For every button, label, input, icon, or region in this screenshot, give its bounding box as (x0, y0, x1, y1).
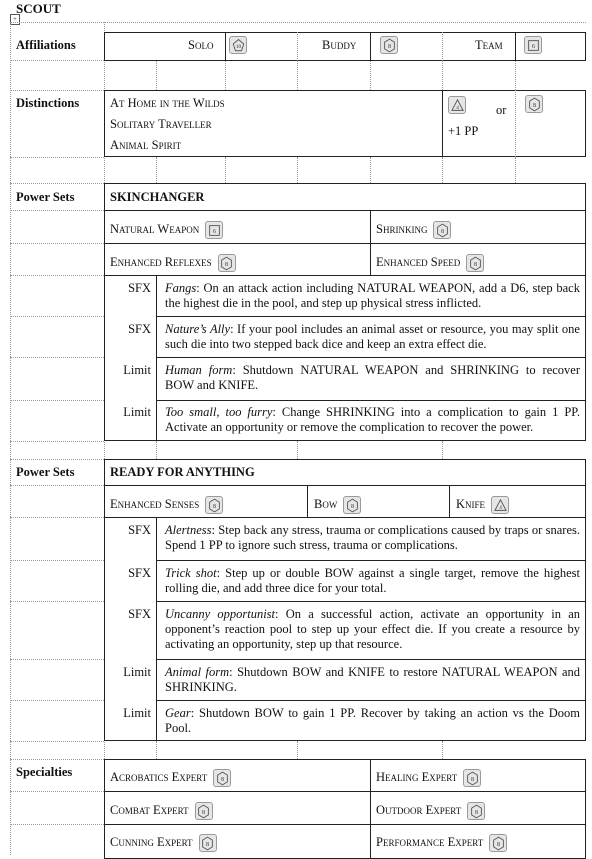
cell-divider (370, 210, 371, 275)
grid-line (515, 60, 516, 90)
d8-die-icon (525, 95, 543, 113)
power-sets-label-2: Power Sets (16, 465, 75, 479)
grid-line (156, 157, 157, 183)
svg-text:10: 10 (235, 43, 241, 50)
grid-line (10, 485, 104, 486)
grid-line (10, 441, 104, 442)
grid-line (10, 560, 104, 561)
grid-line (515, 157, 516, 183)
distinction-2: Solitary Traveller (110, 117, 212, 131)
row-divider (156, 400, 586, 401)
grid-line (10, 659, 104, 660)
power-enhanced-senses: Enhanced Senses 8 (110, 496, 223, 514)
specialty-acrobatics: Acrobatics Expert 8 (110, 769, 231, 787)
grid-line (515, 90, 516, 157)
ability-text: Too small, too furry: Change SHRINKING into a complication to gain 1 PP. Activate an opportunity or remove the complication to recover the power. (165, 405, 580, 434)
d8-die-icon (343, 496, 361, 514)
svg-text:8: 8 (212, 503, 216, 510)
ability-type: SFX (128, 523, 151, 537)
row-divider (156, 601, 586, 602)
svg-text:8: 8 (474, 809, 478, 816)
specialty-outdoor: Outdoor Expert 8 (376, 802, 485, 820)
ability-type: Limit (123, 706, 151, 720)
grid-line (10, 275, 104, 276)
ability-type: SFX (128, 281, 151, 295)
ability-text: Uncanny opportunist: On a successful action, activate an opportunity in an opponent’s reaction pool to step up your effect die. If you create a resource by activating an opportunity, step up that resource. (165, 607, 580, 651)
power-enhanced-speed: Enhanced Speed 8 (376, 254, 484, 272)
affiliation-solo: Solo (188, 38, 214, 52)
grid-line (297, 441, 298, 459)
svg-text:4: 4 (455, 104, 459, 111)
grid-line (225, 157, 226, 183)
power-knife: Knife 4 (456, 496, 509, 514)
cell-divider (515, 32, 516, 61)
power-enhanced-reflexes: Enhanced Reflexes 8 (110, 254, 236, 272)
svg-text:8: 8 (473, 261, 477, 268)
d8-die-icon (466, 254, 484, 272)
row-divider (156, 357, 586, 358)
row-divider (104, 485, 586, 486)
d4-die-icon (448, 96, 466, 114)
row-divider (104, 243, 586, 244)
affiliation-buddy: Buddy (322, 38, 357, 52)
row-divider (156, 316, 586, 317)
d10-die-icon (229, 36, 247, 54)
ability-text: Human form: Shutdown NATURAL WEAPON and SHRINKING to recover BOW and KNIFE. (165, 363, 581, 392)
cell-divider (156, 275, 157, 441)
grid-line (442, 60, 443, 90)
ability-text: Fangs: On an attack action including NATURAL WEAPON, add a D6, step back the highest die in the pool, and step up physical stress inflicted. (165, 281, 580, 310)
row-divider (104, 824, 586, 825)
affiliation-team: Team (475, 38, 503, 52)
specialties-label: Specialties (16, 765, 73, 779)
power-natural-weapon: Natural Weapon 6 (110, 221, 223, 239)
cell-divider (156, 517, 157, 741)
d8-die-icon (489, 834, 507, 852)
cell-divider (449, 485, 450, 517)
distinction-or: or (496, 103, 507, 117)
ability-text: Gear: Shutdown BOW to gain 1 PP. Recover by taking an action vs the Doom Pool. (165, 706, 580, 735)
svg-text:8: 8 (206, 841, 210, 848)
specialty-cunning: Cunning Expert 8 (110, 834, 217, 852)
svg-text:8: 8 (440, 228, 444, 235)
power-set-title: READY FOR ANYTHING (110, 465, 255, 479)
grid-line (10, 601, 104, 602)
distinctions-label: Distinctions (16, 96, 80, 110)
d6-die-icon (524, 36, 542, 54)
cell-divider (442, 90, 443, 157)
cell-divider (307, 485, 308, 517)
svg-text:6: 6 (531, 43, 535, 50)
svg-text:8: 8 (532, 102, 536, 109)
svg-text:8: 8 (496, 841, 500, 848)
ability-type: Limit (123, 363, 151, 377)
svg-text:8: 8 (220, 776, 224, 783)
distinction-1: At Home in the Wilds (110, 96, 225, 110)
grid-line (10, 791, 104, 792)
d8-die-icon (199, 834, 217, 852)
grid-line (297, 32, 298, 61)
grid-line (297, 60, 298, 90)
d8-die-icon (433, 221, 451, 239)
grid-line (442, 441, 443, 459)
grid-line (10, 243, 104, 244)
distinction-3: Animal Spirit (110, 138, 182, 152)
ability-type: Limit (123, 665, 151, 679)
specialty-combat: Combat Expert 8 (110, 802, 213, 820)
grid-line (10, 700, 104, 701)
d8-die-icon (380, 36, 398, 54)
ability-type: Limit (123, 405, 151, 419)
d8-die-icon (195, 802, 213, 820)
distinction-pp: +1 PP (448, 124, 479, 138)
grid-line (225, 60, 226, 90)
grid-line (370, 157, 371, 183)
grid-line (10, 157, 104, 158)
row-divider (104, 791, 586, 792)
grid-line (442, 741, 443, 759)
svg-text:8: 8 (470, 776, 474, 783)
ability-type: SFX (128, 607, 151, 621)
grid-line (10, 22, 586, 23)
svg-text:8: 8 (350, 503, 354, 510)
cell-divider (370, 32, 371, 61)
ability-text: Animal form: Shutdown BOW and KNIFE to restore NATURAL WEAPON and SHRINKING. (165, 665, 580, 694)
grid-line (442, 32, 443, 61)
grid-line (10, 357, 104, 358)
svg-text:6: 6 (212, 228, 216, 235)
d8-die-icon (205, 496, 223, 514)
power-shrinking: Shrinking 8 (376, 221, 451, 239)
svg-text:4: 4 (498, 504, 502, 511)
d6-die-icon (205, 221, 223, 239)
ability-text: Alertness: Step back any stress, trauma or complications caused by traps or snares. Spend 1 PP to ignore such stress, trauma or complications. (165, 523, 580, 552)
grid-line (10, 22, 11, 855)
specialty-healing: Healing Expert 8 (376, 769, 481, 787)
grid-line (156, 741, 157, 759)
row-divider (104, 517, 586, 518)
grid-line (10, 210, 104, 211)
grid-line (10, 517, 104, 518)
grid-line (10, 316, 104, 317)
grid-line (297, 741, 298, 759)
svg-text:8: 8 (225, 261, 229, 268)
grid-line (297, 157, 298, 183)
d8-die-icon (463, 769, 481, 787)
specialty-performance: Performance Expert 8 (376, 834, 507, 852)
cell-divider (225, 32, 226, 61)
ability-type: SFX (128, 566, 151, 580)
affiliations-label: Affiliations (16, 38, 76, 52)
grid-line (370, 60, 371, 90)
ability-text: Trick shot: Step up or double BOW against a single target, remove the highest rolling die, and add three dice for your total. (165, 566, 580, 595)
power-set-title: SKINCHANGER (110, 190, 205, 204)
power-sets-label-1: Power Sets (16, 190, 75, 204)
svg-text:8: 8 (387, 43, 391, 50)
power-bow: Bow 8 (314, 496, 361, 514)
row-divider (156, 560, 586, 561)
grid-line (10, 824, 104, 825)
row-divider (104, 210, 586, 211)
svg-text:8: 8 (202, 809, 206, 816)
d4-die-icon (491, 496, 509, 514)
grid-line (156, 441, 157, 459)
ability-text: Nature’s Ally: If your pool includes an animal asset or resource, you may split one such die into two stepped back dice and keep an extra effect die. (165, 322, 580, 351)
cell-divider (370, 759, 371, 859)
row-divider (104, 275, 586, 276)
d8-die-icon (218, 254, 236, 272)
paragraph-anchor-icon[interactable]: + (10, 14, 20, 25)
d8-die-icon (213, 769, 231, 787)
grid-line (10, 60, 104, 61)
d8-die-icon (467, 802, 485, 820)
grid-line (10, 741, 104, 742)
grid-line (442, 157, 443, 183)
grid-line (10, 400, 104, 401)
ability-type: SFX (128, 322, 151, 336)
page-title: SCOUT (16, 1, 61, 16)
row-divider (156, 700, 586, 701)
character-sheet (10, 0, 586, 855)
grid-line (156, 60, 157, 90)
row-divider (156, 659, 586, 660)
